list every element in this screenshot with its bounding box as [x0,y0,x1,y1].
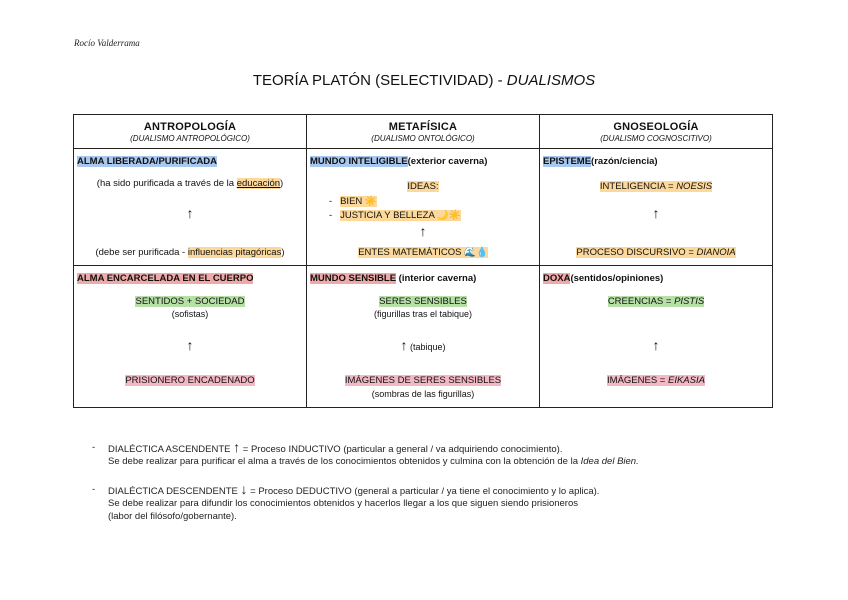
label-rest: (razón/ciencia) [591,156,658,168]
noesis-text: INTELIGENCIA = [599,181,677,193]
ideas-list [329,195,461,223]
label-rest: (sentidos/opiniones) [570,272,664,284]
pythagorean-highlight: influencias pitagóricas [187,247,282,259]
noesis-term: NOESIS [676,181,713,193]
cell-alma-encarcelada [74,265,307,407]
ideas-item-bien [329,195,461,209]
senses-line [74,296,306,307]
note-italic: Idea del Bien. [580,456,639,467]
note-text: (debe ser purificada - [95,247,188,259]
up-arrow-icon: ↑ [652,205,660,222]
cell-label: ALMA LIBERADA/PURIFICADA [77,156,218,168]
pistis-label [608,296,704,307]
images-label: IMÁGENES DE SERES SENSIBLES [344,374,502,386]
column-heading: METAFÍSICA [388,121,458,133]
partition-note: (tabique) [407,341,446,352]
shadows-note: (sombras de las figurillas) [371,388,475,399]
ideas-label: IDEAS: [407,181,439,193]
eikasia-text: IMÁGENES = [607,374,668,386]
eikasia-label [607,375,705,386]
math-entities [307,247,539,258]
noesis-line [540,181,772,192]
header-antropologia [74,115,307,149]
math-entities-label: ENTES MATEMÁTICOS 🌊💧 [358,247,488,259]
sensible-beings-line [307,296,539,307]
purification-note [74,247,306,258]
note-text: (ha sido purificada a través de la [96,178,237,190]
cell-episteme [540,149,773,265]
bullet-dash: - [92,484,96,495]
column-heading: GNOSEOLOGÍA [613,121,699,133]
up-arrow-icon: ↑ [652,336,660,353]
pistis-term: PISTIS [674,295,705,307]
figurines-note: (figurillas tras el tabique) [373,308,473,319]
column-subheading: (DUALISMO ANTROPOLÓGICO) [130,134,250,143]
cell-doxa [540,265,773,407]
note-text: = Proceso INDUCTIVO (particular a general / va adquiriendo conocimiento). [240,444,563,455]
label-rest: (interior caverna) [396,272,477,284]
education-note [74,178,306,189]
prisoner-line [74,375,306,386]
pistis-text: CREENCIAS = [607,295,675,307]
up-arrow-icon: ↑ [186,336,194,353]
note-text: ) [280,178,284,190]
ideas-item-justicia [329,209,461,223]
bullet-dash: - [329,196,333,208]
note-line [108,441,562,456]
note-line [108,455,639,468]
label-highlight: MUNDO SENSIBLE [310,272,397,284]
note-line: Se debe realizar para difundir los conocimientos obtenidos y hacerlos llegar a los que siguen siendo prisioneros [108,498,578,509]
dualism-table [73,114,773,408]
up-arrow-icon: ↑ [419,223,427,240]
title-italic: DUALISMOS [506,72,596,89]
partition-line [307,337,539,353]
sophists-note: (sofistas) [171,308,209,319]
dianoia-label [576,247,735,258]
eikasia-line [540,375,772,386]
images-line [307,375,539,386]
note-text: = Proceso DEDUCTIVO (general a particular / ya tiene el conocimiento y lo aplica). [247,486,600,497]
up-arrow-icon: ↑ [186,205,194,222]
ideas-heading [307,181,539,192]
note-line [108,483,599,498]
up-arrow-icon: ↑ [400,336,408,353]
label-highlight: DOXA [543,272,571,284]
pistis-line [540,296,772,307]
dianoia-line [540,247,772,258]
note-text: ) [281,247,285,259]
column-heading: ANTROPOLOGÍA [143,121,237,133]
cell-mundo-sensible [307,265,540,407]
cell-label [310,273,476,284]
education-highlight: educación [236,178,281,190]
ideas-item-label: BIEN ☀️ [340,196,377,208]
eikasia-term: EIKASIA [668,374,705,386]
up-arrow-icon: ↑ [233,439,241,455]
page-title [0,72,848,89]
prisoner-label: PRISIONERO ENCADENADO [125,374,255,386]
column-subheading: (DUALISMO ONTOLÓGICO) [371,134,475,143]
header-gnoseologia [540,115,773,149]
dianoia-text: PROCESO DISCURSIVO = [576,247,697,259]
ideas-item-label: JUSTICIA Y BELLEZA 🌙☀️ [340,210,461,222]
bullet-dash: - [329,210,333,222]
senses-label: SENTIDOS + SOCIEDAD [135,295,245,307]
header-metafisica [307,115,540,149]
label-highlight: EPISTEME [543,156,592,168]
cell-label [543,156,658,167]
noesis-label [600,181,712,192]
title-main: TEORÍA PLATÓN (SELECTIVIDAD) - [252,72,507,89]
cell-label: ALMA ENCARCELADA EN EL CUERPO [77,272,254,284]
down-arrow-icon: ↓ [240,481,248,497]
note-text: Se debe realizar para purificar el alma a través de los conocimientos obtenidos y culmina con la obtención de la [108,456,581,467]
cell-label [310,156,487,167]
note-text: DIALÉCTICA DESCENDENTE [108,486,241,497]
column-subheading: (DUALISMO COGNOSCITIVO) [600,134,712,143]
cell-alma-liberada [74,149,307,265]
cell-label [543,273,663,284]
sensible-beings-label: SERES SENSIBLES [379,295,467,307]
note-line: (labor del filósofo/gobernante). [108,511,237,522]
label-rest: (exterior caverna) [407,156,488,168]
author-name: Rocío Valderrama [74,38,140,48]
label-highlight: MUNDO INTELIGIBLE [310,156,408,168]
dianoia-term: DIANOIA [696,247,736,259]
note-text: DIALÉCTICA ASCENDENTE [108,444,234,455]
bullet-dash: - [92,442,96,453]
cell-mundo-inteligible [307,149,540,265]
